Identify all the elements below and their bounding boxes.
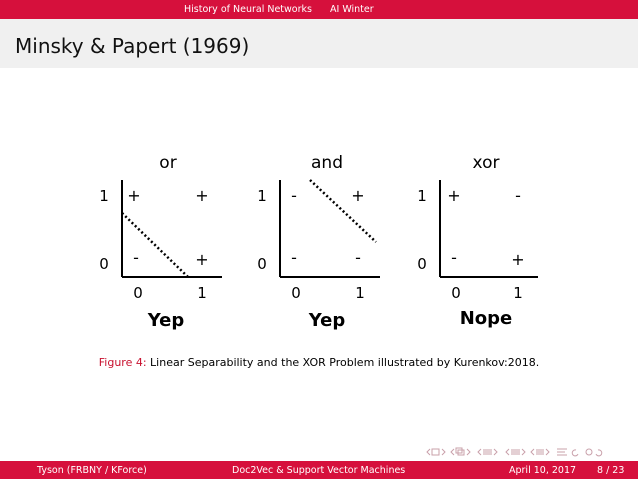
panel-title: or — [159, 153, 177, 173]
point-sign: - — [291, 186, 297, 205]
separator-line — [310, 180, 376, 242]
caption-text: Linear Separability and the XOR Problem illustrated by Kurenkov:2018. — [150, 356, 540, 369]
nav-frame-icons[interactable] — [427, 449, 445, 455]
footer-page-number: 8 / 23 — [597, 465, 625, 476]
point-sign: - — [133, 248, 139, 267]
panel-xor — [417, 153, 538, 329]
nav-section-icons[interactable] — [478, 449, 497, 455]
beamer-navigation — [426, 446, 634, 458]
separability-figure — [96, 140, 546, 340]
y-tick-0: 0 — [99, 255, 109, 273]
footer-date: April 10, 2017 — [509, 465, 577, 476]
panel-verdict: Yep — [308, 310, 346, 331]
nav-subsection-icons[interactable] — [451, 448, 470, 455]
header-section[interactable]: History of Neural Networks — [184, 4, 312, 15]
panel-or — [99, 153, 222, 331]
header-bar — [0, 0, 638, 19]
y-tick-1: 1 — [257, 187, 267, 205]
panel-verdict: Yep — [147, 310, 185, 331]
point-sign: + — [195, 186, 209, 205]
slide-title: Minsky & Papert (1969) — [15, 34, 250, 58]
x-tick-0: 0 — [451, 284, 461, 302]
panel-title: and — [311, 153, 343, 173]
point-sign: + — [127, 186, 141, 205]
panel-and — [257, 153, 380, 331]
y-tick-0: 0 — [417, 255, 427, 273]
panel-verdict: Nope — [459, 308, 513, 329]
point-sign: + — [511, 250, 525, 269]
separator-line — [122, 213, 188, 277]
point-sign: + — [351, 186, 365, 205]
figure-caption — [0, 356, 638, 369]
panel-title: xor — [472, 153, 500, 173]
footer-author: Tyson (FRBNY / KForce) — [37, 465, 147, 476]
y-tick-1: 1 — [99, 187, 109, 205]
nav-align-icon[interactable] — [557, 449, 567, 455]
x-tick-0: 0 — [133, 284, 143, 302]
nav-doc-end-icons[interactable] — [531, 449, 549, 455]
x-tick-0: 0 — [291, 284, 301, 302]
footer-bar — [0, 461, 638, 479]
point-sign: - — [451, 248, 457, 267]
footer-talk-title: Doc2Vec & Support Vector Machines — [232, 465, 406, 476]
caption-label: Figure 4: — [98, 356, 147, 369]
x-tick-1: 1 — [355, 284, 365, 302]
nav-document-icons[interactable] — [506, 449, 525, 455]
point-sign: - — [515, 186, 521, 205]
y-tick-1: 1 — [417, 187, 427, 205]
header-subsection[interactable]: AI Winter — [330, 4, 374, 15]
point-sign: + — [195, 250, 209, 269]
x-tick-1: 1 — [197, 284, 207, 302]
x-tick-1: 1 — [513, 284, 523, 302]
point-sign: - — [291, 248, 297, 267]
y-tick-0: 0 — [257, 255, 267, 273]
point-sign: - — [355, 248, 361, 267]
point-sign: + — [447, 186, 461, 205]
nav-back-forward-icons[interactable] — [572, 449, 602, 456]
